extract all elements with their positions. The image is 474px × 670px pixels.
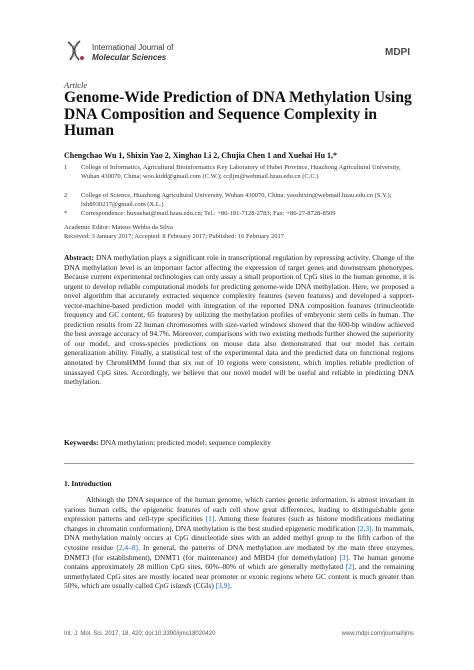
- publisher-logo: MDPI: [385, 47, 410, 58]
- introduction-paragraph: [64, 495, 414, 591]
- affiliation-2: [64, 192, 414, 210]
- affiliation-text: Correspondence: huxuehai@mail.hzau.edu.cn; Tel.: +86-181-7128-2783; Fax: +86-27-8728-8509: [81, 210, 336, 217]
- intro-text-5: . The human genome contains approximately 28 million CpG sites, 60%–80% of which are generally methylated: [64, 552, 414, 572]
- affiliation-text: College of Science, Huazhong Agricultural University, Wuhan 430070, China; yaoshixin@webmail.hzau.edu.cn (S.Y.); lxh8930217@gmail.com (X.L.): [81, 192, 392, 208]
- section-heading: 1. Introduction: [64, 479, 112, 488]
- intro-text-7: (CGIs): [191, 581, 216, 591]
- affiliation-mark: 2: [64, 192, 68, 199]
- keywords: [64, 438, 414, 448]
- citation-link[interactable]: [2,4–8]: [116, 542, 138, 552]
- citation-link[interactable]: [3]: [339, 552, 349, 562]
- abstract: [64, 253, 414, 387]
- citation-link[interactable]: [2,3]: [357, 523, 372, 533]
- keywords-label: Keywords:: [64, 438, 99, 447]
- affiliation-text: College of Informatics, Agricultural Bioinformatics Key Laboratory of Hubei Province, Huazhong Agricultural University, Wuhan 430070, China; woo.kidd@gmail.com (C.W.); ccjljm@webmail.hzau.edu.cn (C.C.): [81, 164, 401, 180]
- citation-link[interactable]: [3,9]: [215, 581, 230, 591]
- footer-url[interactable]: www.mdpi.com/journal/ijms: [341, 631, 414, 637]
- section-divider: [64, 463, 414, 464]
- paper-title: Genome-Wide Prediction of DNA Methylation Using DNA Composition and Sequence Complexity in Human: [64, 89, 412, 139]
- affiliation-mark: 1: [64, 164, 68, 171]
- author-list: Chengchao Wu 1, Shixin Yao 2, Xinghao Li 2, Chujia Chen 1 and Xuehai Hu 1,*: [64, 151, 338, 160]
- academic-editor: Academic Editor: Mateus Webba da Silva: [64, 224, 173, 231]
- article-type: Article: [64, 80, 88, 90]
- keywords-text: DNA methylation; predicted model; sequence complexity: [100, 438, 271, 447]
- affiliation-1: [64, 164, 414, 190]
- intro-emphasis: CpG islands: [154, 581, 192, 591]
- intro-text-4: . In general, the patterns of DNA methylation are mediated by the main three enzymes, DNMT3 (for establishment), DNMT1 (for maintenance) and MBD4 (for demethylation): [64, 542, 414, 562]
- intro-text-3: . In mammals, DNA methylation mainly occurs at CpG dinucleotide sites with an added methyl group to the fifth carbon of the cytosine residue: [64, 523, 414, 552]
- intro-text-8: .: [229, 581, 232, 591]
- abstract-label: Abstract:: [64, 253, 94, 262]
- journal-name: [92, 43, 173, 63]
- footer-citation: Int. J. Mol. Sci. 2017, 18, 420; doi:10.3390/ijms18020420: [64, 631, 216, 637]
- citation-link[interactable]: [2]: [345, 562, 355, 572]
- citation-link[interactable]: [1]: [205, 514, 215, 524]
- correspondence: [64, 210, 414, 220]
- journal-name-line2: Molecular Sciences: [92, 53, 167, 62]
- publication-dates: Received: 3 January 2017; Accepted: 8 February 2017; Published: 16 February 2017: [64, 233, 285, 240]
- intro-text-2: . Among these features (such as histone modifications mediating changes in chromatin conformation), DNA methylation is the best studied epigenetic modification: [64, 514, 414, 533]
- affiliation-mark: *: [64, 210, 68, 217]
- journal-logo-icon: [64, 38, 86, 64]
- intro-text-6: , and the remaining unmethylated CpG sites are mostly located near promoter or exonic regions where GC content is much greater than 50%, which are usually called: [64, 562, 414, 591]
- abstract-text: DNA methylation plays a significant role in transcriptional regulation by repressing activity. Change of the DNA methylation level is an important factor affecting the expression of target genes and downstream phenotypes. Because current experimental technologies can only assay a small proportion of CpG sites in the human genome, it is urgent to develop reliable computational models for predicting genome-wide DNA methylation. Here, we proposed a novel algorithm that accurately extracted sequence complexity features (seven features) and developed a support-vector-machine-based prediction model with integration of the reported DNA composition features (trinucleotide frequency and GC content, 65 features) by utilizing the methylation profiles of embryonic stem cells in human. The prediction results from 22 human chromosomes with size-varied windows showed that the 600-bp window achieved the best average accuracy of 94.7%. Moreover, comparisons with two existing methods further showed the superiority of our model, and cross-species predictions on mouse data also demonstrated that our model has certain generalization ability. Finally, a statistical test of the experimental data and the predicted data on functional regions annotated by ChromHMM found that six out of 10 regions were consistent, which implies reliable prediction of unassayed CpG sites. Accordingly, we believe that our novel model will be useful and reliable in predicting DNA methylation.: [64, 253, 414, 387]
- intro-text-1: Although the DNA sequence of the human genome, which carries genetic information, is almost invariant in various human cells, the epigenetic features of each cell show great differences, leading to distinguishable gene expression patterns and cell-type specificities: [64, 495, 414, 524]
- journal-name-line1: International Journal of: [92, 43, 174, 52]
